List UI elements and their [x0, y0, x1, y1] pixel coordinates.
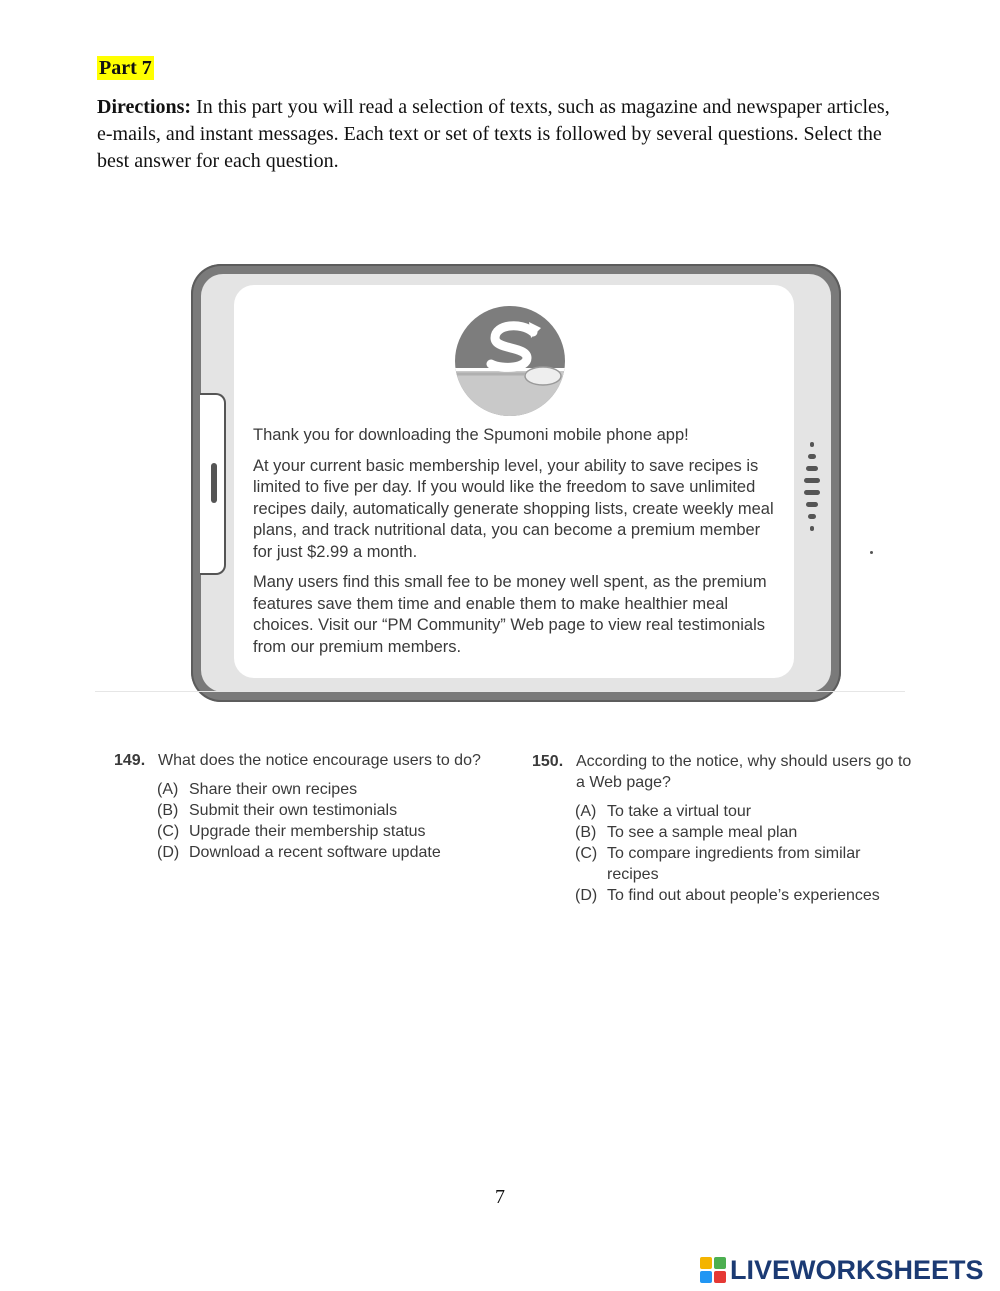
option-letter: (D) — [575, 887, 598, 904]
option-text: Share their own recipes — [189, 781, 358, 798]
option-letter: (B) — [575, 824, 597, 841]
option-letter: (C) — [575, 845, 598, 862]
directions-label: Directions: — [97, 96, 192, 118]
option-text: To see a sample meal plan — [607, 824, 798, 841]
speck — [870, 551, 873, 554]
directions — [97, 94, 897, 175]
answer-option[interactable] — [575, 822, 922, 843]
notice-paragraph: Many users find this small fee to be money well spent, as the premium features save them time and enable them to make healthier meal choices. Visit our “PM Community” Web page to view real testimonials from our premium members. — [253, 573, 767, 656]
option-text: To compare ingredients from similar recipes — [607, 845, 861, 883]
answer-option[interactable] — [157, 842, 494, 863]
question-149 — [114, 750, 494, 863]
app-notice — [253, 425, 783, 667]
part-title: Part 7 — [99, 57, 152, 79]
notice-paragraph: Thank you for downloading the Spumoni mobile phone app! — [253, 426, 689, 444]
option-letter: (C) — [157, 823, 180, 840]
question-text: What does the notice encourage users to do? — [158, 752, 481, 769]
directions-text: In this part you will read a selection of texts, such as magazine and newspaper articles, e-mails, and instant messages. Each text or set of texts is followed by several questions. Select the best answer for each question. — [97, 96, 890, 172]
question-number: 149. — [114, 752, 146, 769]
option-text: To take a virtual tour — [607, 803, 752, 820]
option-letter: (D) — [157, 844, 180, 861]
question-number: 150. — [532, 753, 564, 770]
question-text: According to the notice, why should users go to a Web page? — [576, 753, 912, 791]
question-150 — [532, 751, 922, 906]
liveworksheets-logo-icon — [700, 1257, 726, 1283]
notice-paragraph: At your current basic membership level, your ability to save recipes is limited to five per day. If you would like the freedom to save unlimited recipes daily, automatically generate shopping lists, create weekly meal plans, and track nutritional data, you can become a premium member for just $2.99 a month. — [253, 456, 774, 561]
option-letter: (A) — [575, 803, 597, 820]
answer-option[interactable] — [575, 801, 922, 822]
answer-option[interactable] — [575, 843, 922, 885]
option-letter: (A) — [157, 781, 179, 798]
option-text: Submit their own testimonials — [189, 802, 398, 819]
answer-option[interactable] — [157, 800, 494, 821]
tablet-home-indicator — [211, 463, 217, 503]
option-text: To find out about people’s experiences — [607, 887, 880, 904]
option-letter: (B) — [157, 802, 179, 819]
liveworksheets-brand[interactable] — [700, 1255, 984, 1285]
page-number: 7 — [495, 1186, 505, 1208]
answer-option[interactable] — [157, 821, 494, 842]
option-text: Download a recent software update — [189, 844, 441, 861]
brand-name: LIVEWORKSHEETS — [730, 1254, 984, 1285]
spumoni-s-logo-icon — [455, 306, 565, 416]
scan-line — [95, 691, 905, 692]
answer-option[interactable] — [157, 779, 494, 800]
option-text: Upgrade their membership status — [189, 823, 426, 840]
answer-option[interactable] — [575, 885, 922, 906]
speaker-icon — [800, 440, 824, 530]
